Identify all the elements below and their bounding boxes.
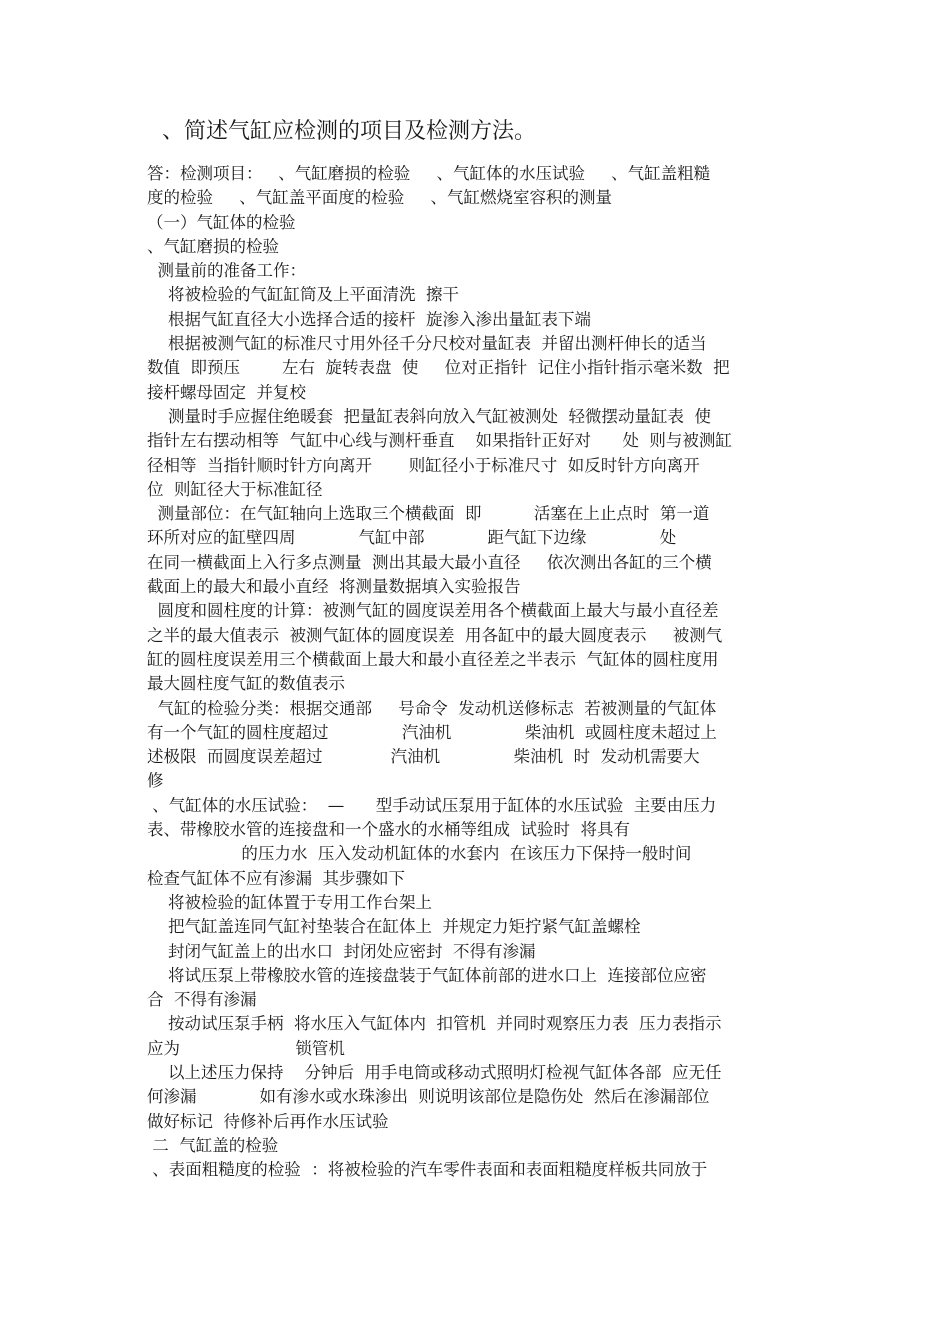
text-line: 应为 锁管机 [147,1038,345,1058]
text-line: 把气缸盖连同气缸衬垫装合在缸体上 并规定力矩拧紧气缸盖螺栓 [147,917,641,937]
text-line: 之半的最大值表示 被测气缸体的圆度误差 用各缸中的最大圆度表示 被测气 [147,625,723,645]
text-line: 指针左右摆动相等 气缸中心线与测杆垂直 如果指针正好对 处 则与被测缸 [147,431,732,451]
text-line: 述极限 而圆度误差超过 汽油机 柴油机 时 发动机需要大 [147,747,700,767]
text-line: 缸的圆柱度误差用三个横截面上最大和最小直径差之半表示 气缸体的圆柱度用 [147,649,719,669]
text-line: 将被检验的气缸缸筒及上平面清洗 擦干 [147,285,459,305]
text-line: 最大圆柱度气缸的数值表示 [147,674,345,694]
text-line: 以上述压力保持 分钟后 用手电筒或移动式照明灯检视气缸体各部 应无任 [147,1062,722,1082]
text-line: 接杆螺母固定 并复校 [147,382,306,402]
text-line: 根据气缸直径大小选择合适的接杆 旋渗入渗出量缸表下端 [147,309,591,329]
text-line: 测量时手应握住绝暖套 把量缸表斜向放入气缸被测处 轻微摆动量缸表 使 [147,406,711,426]
text-line: 测量前的准备工作： [147,261,306,281]
text-line: 、气缸体的水压试验： — 型手动试压泵用于缸体的水压试验 主要由压力 [147,795,717,815]
question-title: 、简述气缸应检测的项目及检测方法。 [162,119,537,144]
text-line: 在同一横截面上入行多点测量 测出其最大最小直径 依次测出各缸的三个横 [147,552,712,572]
answer-body [147,162,817,1182]
text-line: 气缸的检验分类：根据交通部 号命令 发动机送修标志 若被测量的气缸体 [147,698,717,718]
text-line: 何渗漏 如有渗水或水珠渗出 则说明该部位是隐伤处 然后在渗漏部位 [147,1087,710,1107]
text-line: 的压力水 压入发动机缸体的水套内 在该压力下保持一般时间 [147,844,692,864]
text-line: 修 [147,771,164,791]
text-line: 封闭气缸盖上的出水口 封闭处应密封 不得有渗漏 [147,941,536,961]
text-line: 答：检测项目： 、气缸磨损的检验 、气缸体的水压试验 、气缸盖粗糙 [147,164,711,183]
text-line: （一）气缸体的检验 [147,212,296,232]
text-line: 二 气缸盖的检验 [147,1135,279,1155]
text-line: 位 则缸径大于标准缸径 [147,479,323,499]
text-line: 将试压泵上带橡胶水管的连接盘装于气缸体前部的进水口上 连接部位应密 [147,965,707,985]
text-line: 根据被测气缸的标准尺寸用外径千分尺校对量缸表 并留出测杆伸长的适当 [147,334,707,354]
text-line: 环所对应的缸壁四周 气缸中部 距气缸下边缘 处 [147,528,677,548]
text-line: 圆度和圆柱度的计算：被测气缸的圆度误差用各个横截面上最大与最小直径差 [147,601,719,621]
text-line: 、气缸磨损的检验 [147,236,279,256]
text-line: 径相等 当指针顺时针方向离开 则缸径小于标准尺寸 如反时针方向离开 [147,455,700,475]
text-line: 表、带橡胶水管的连接盘和一个盛水的水桶等组成 试验时 将具有 [147,820,630,840]
text-line: 做好标记 待修补后再作水压试验 [147,1111,389,1131]
text-line: 按动试压泵手柄 将水压入气缸体内 扣管机 并同时观察压力表 压力表指示 [147,1014,722,1034]
text-line: 数值 即预压 左右 旋转表盘 使 位对正指针 记住小指针指示毫米数 把 [147,358,730,378]
text-line: 检查气缸体不应有渗漏 其步骤如下 [147,868,405,888]
text-line: 测量部位：在气缸轴向上选取三个横截面 即 活塞在上止点时 第一道 [147,504,710,524]
text-line: 度的检验 、气缸盖平面度的检验 、气缸燃烧室容积的测量 [147,188,612,208]
text-line: 截面上的最大和最小直经 将测量数据填入实验报告 [147,577,521,597]
text-line: 、表面粗糙度的检验 ：将被检验的汽车零件表面和表面粗糙度样板共同放于 [147,1160,708,1180]
text-line: 将被检验的缸体置于专用工作台架上 [147,892,432,912]
text-line: 合 不得有渗漏 [147,990,257,1010]
text-line: 有一个气缸的圆柱度超过 汽油机 柴油机 或圆柱度未超过上 [147,722,717,742]
